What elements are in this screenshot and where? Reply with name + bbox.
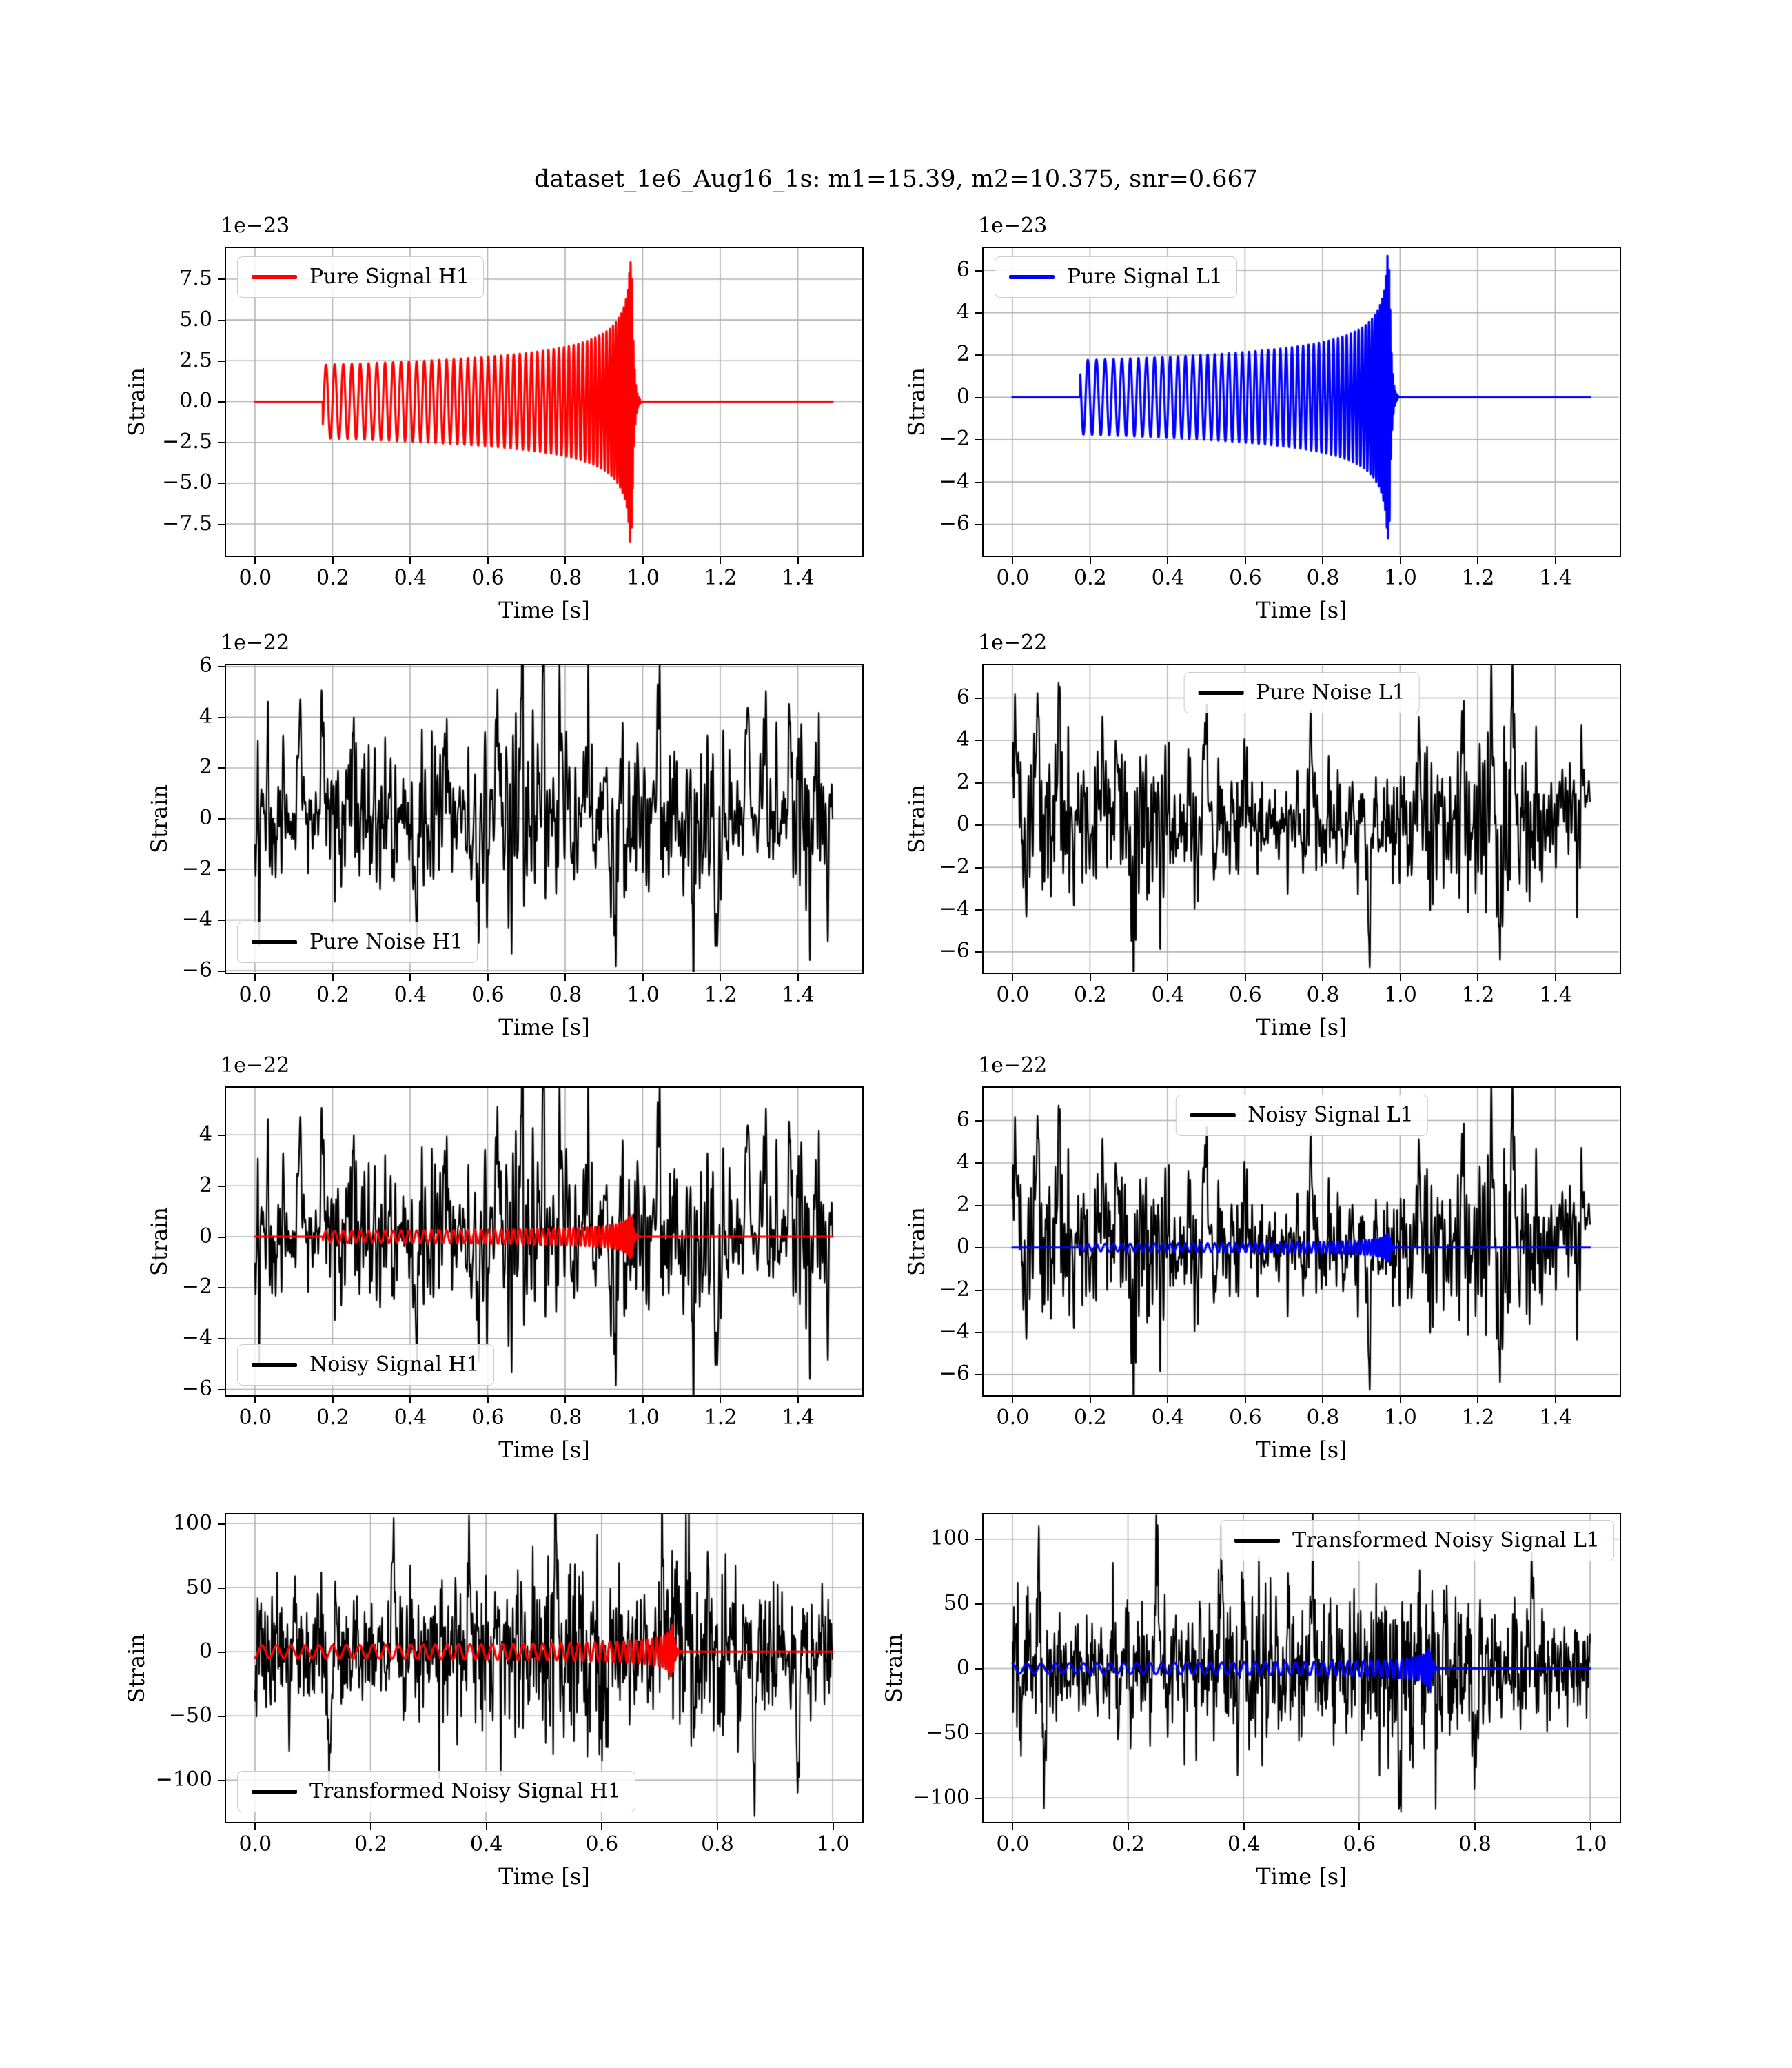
x-tick-label: 0.2 [1074,1406,1107,1430]
y-tick-mark [975,1290,982,1291]
x-tick-label: 1.2 [704,983,737,1007]
x-tick-label: 0.6 [471,566,505,590]
x-tick-label: 1.0 [1574,1832,1607,1856]
legend-label: Noisy Signal H1 [309,1352,480,1377]
y-axis-label: Strain [904,784,930,853]
y-tick-label: 50 [185,1574,212,1599]
x-tick-mark [1358,1823,1360,1830]
y-tick-label: −2 [181,1275,212,1299]
x-tick-mark [409,974,411,981]
y-tick-mark [975,951,982,953]
y-tick-label: 0 [956,1655,970,1680]
x-tick-label: 0.0 [238,566,272,590]
x-tick-label: 0.6 [1229,566,1262,590]
y-tick-mark [975,1798,982,1799]
y-tick-label: −5.0 [162,470,212,495]
x-tick-label: 1.2 [1461,566,1495,590]
y-tick-label: 0 [956,1235,970,1259]
x-tick-mark [1167,557,1168,564]
legend-pure-noise-l1 [1183,672,1420,713]
y-tick-label: −4 [181,907,212,932]
x-tick-label: 0.4 [1151,983,1185,1007]
y-tick-mark [975,824,982,826]
x-tick-label: 0.2 [1074,566,1107,590]
x-tick-label: 0.0 [996,983,1030,1007]
x-tick-label: 0.6 [1343,1832,1376,1856]
x-tick-mark [254,1823,256,1830]
x-tick-mark [409,557,411,564]
x-tick-mark [564,1397,566,1403]
y-tick-label: 6 [956,1108,970,1133]
y-tick-label: −2 [939,1277,970,1301]
x-tick-mark [1012,1823,1013,1830]
axis-offset-text: 1e−22 [221,631,290,655]
x-tick-mark [1555,557,1556,564]
y-tick-mark [218,1135,225,1136]
x-tick-mark [601,1823,602,1830]
x-tick-label: 1.4 [1539,983,1572,1007]
x-tick-label: 1.4 [1539,566,1572,590]
y-tick-label: 4 [198,1122,212,1146]
y-tick-label: 0 [198,806,212,830]
x-tick-label: 1.4 [782,983,815,1007]
x-tick-label: 1.4 [782,1406,815,1430]
legend-noisy-signal-l1 [1175,1095,1427,1136]
x-tick-label: 1.2 [704,1406,737,1430]
x-axis-label: Time [s] [1256,1863,1347,1889]
x-axis-label: Time [s] [498,1014,590,1040]
y-tick-mark [218,1716,225,1717]
x-axis-label: Time [s] [1256,1437,1347,1463]
x-axis-label: Time [s] [1256,597,1347,623]
y-tick-label: 0 [198,1639,212,1663]
y-tick-label: −6 [939,939,970,964]
x-tick-mark [1322,1397,1323,1403]
x-tick-mark [1243,1823,1245,1830]
y-tick-mark [218,401,225,403]
legend-pure-signal-l1 [995,256,1237,298]
x-tick-label: 0.0 [238,983,272,1007]
y-tick-label: −50 [168,1703,212,1727]
x-tick-mark [717,1823,718,1830]
y-tick-mark [218,1523,225,1525]
subplot-noisy-signal-l1 [982,1086,1621,1397]
y-tick-label: −4 [939,469,970,494]
x-tick-mark [1090,974,1091,981]
x-tick-mark [1012,557,1013,564]
y-axis-label: Strain [881,1634,907,1703]
legend-label: Pure Signal L1 [1067,265,1223,289]
x-tick-label: 0.4 [1151,1406,1185,1430]
x-tick-mark [1555,1397,1556,1403]
legend-transformed-noisy-signal-h1 [237,1771,635,1812]
y-tick-label: 0 [198,1224,212,1248]
y-tick-mark [975,1162,982,1164]
subplot-transformed-noisy-signal-h1 [225,1513,864,1823]
x-tick-mark [720,557,721,564]
x-tick-mark [642,1397,644,1403]
subplot-transformed-noisy-signal-l1 [982,1513,1621,1823]
legend-line-sample [1009,275,1055,279]
axis-offset-text: 1e−22 [978,631,1048,655]
y-tick-label: 2 [956,769,970,794]
x-tick-label: 0.2 [1074,983,1107,1007]
x-axis-label: Time [s] [498,1863,590,1889]
y-tick-mark [218,1186,225,1187]
y-tick-label: −6 [181,1377,212,1401]
y-tick-mark [975,1332,982,1333]
x-tick-label: 0.4 [394,566,427,590]
y-tick-label: −4 [181,1326,212,1350]
subplot-pure-signal-h1 [225,247,864,557]
y-tick-mark [975,439,982,440]
axis-offset-text: 1e−23 [978,214,1048,238]
y-axis-label: Strain [146,784,172,853]
x-tick-label: 1.2 [1461,983,1495,1007]
x-tick-mark [564,974,566,981]
y-axis-label: Strain [904,1207,930,1276]
legend-line-sample [252,940,297,944]
x-tick-label: 1.0 [627,1406,660,1430]
y-tick-label: −2 [939,427,970,452]
y-tick-label: −6 [939,511,970,536]
x-tick-label: 0.4 [394,983,427,1007]
y-tick-mark [218,818,225,820]
subplot-noisy-signal-h1 [225,1086,864,1397]
x-tick-mark [1400,974,1401,981]
y-tick-mark [975,782,982,784]
x-tick-mark [720,974,721,981]
x-tick-mark [1477,1397,1478,1403]
y-tick-label: 100 [930,1526,970,1551]
x-tick-mark [1012,974,1013,981]
x-tick-label: 0.8 [1306,566,1340,590]
y-tick-label: −6 [181,957,212,982]
x-axis-label: Time [s] [498,597,590,623]
legend-line-sample [1190,1113,1235,1117]
y-tick-mark [975,270,982,272]
y-axis-label: Strain [146,1207,172,1276]
y-tick-label: 7.5 [179,266,212,291]
y-tick-label: 2 [956,342,970,367]
x-tick-mark [1090,557,1091,564]
legend-label: Pure Noise H1 [309,930,463,954]
x-tick-mark [486,1823,487,1830]
y-tick-mark [218,320,225,321]
y-tick-label: 100 [172,1510,212,1535]
y-tick-label: 4 [956,300,970,325]
x-tick-label: 0.6 [471,983,505,1007]
x-tick-label: 0.6 [1229,983,1262,1007]
x-tick-label: 0.0 [238,1832,272,1856]
legend-pure-signal-h1 [237,256,484,298]
legend-line-sample [1198,691,1243,695]
y-tick-label: −2.5 [162,429,212,454]
y-tick-mark [218,971,225,972]
y-tick-label: 6 [956,257,970,282]
x-tick-mark [1245,557,1246,564]
y-tick-mark [218,869,225,871]
y-tick-label: −6 [939,1361,970,1386]
x-tick-mark [642,557,644,564]
legend-label: Transformed Noisy Signal H1 [309,1779,622,1803]
x-axis-label: Time [s] [498,1437,590,1463]
x-tick-label: 0.2 [1112,1832,1145,1856]
y-tick-label: 6 [956,685,970,710]
x-tick-label: 1.2 [1461,1406,1495,1430]
x-tick-mark [797,557,799,564]
x-tick-mark [642,974,644,981]
axis-offset-text: 1e−23 [221,214,290,238]
x-tick-label: 0.8 [549,566,582,590]
y-tick-mark [218,767,225,769]
x-tick-label: 1.0 [627,566,660,590]
x-tick-label: 0.8 [549,1406,582,1430]
x-tick-mark [1245,974,1246,981]
y-tick-label: 2.5 [179,347,212,372]
x-tick-mark [487,974,489,981]
x-tick-label: 1.0 [1384,1406,1417,1430]
y-tick-label: −2 [181,856,212,881]
legend-noisy-signal-h1 [237,1344,494,1386]
subplot-pure-noise-h1 [225,664,864,974]
y-tick-mark [218,278,225,280]
x-tick-mark [1590,1823,1591,1830]
x-tick-label: 0.8 [1306,1406,1340,1430]
x-tick-mark [1167,974,1168,981]
x-tick-mark [1322,557,1323,564]
y-tick-mark [975,524,982,525]
y-tick-label: 6 [198,653,212,678]
y-tick-label: −100 [913,1785,970,1810]
legend-label: Transformed Noisy Signal L1 [1292,1528,1600,1552]
y-tick-mark [975,867,982,869]
y-tick-mark [975,698,982,699]
x-tick-mark [254,1397,256,1403]
x-tick-mark [254,974,256,981]
y-tick-label: 4 [198,704,212,729]
y-axis-label: Strain [123,367,150,436]
legend-pure-noise-h1 [237,922,478,963]
x-tick-mark [332,974,334,981]
x-tick-label: 0.0 [996,566,1030,590]
legend-line-sample [252,1363,297,1367]
y-tick-mark [975,312,982,314]
y-tick-label: 2 [198,1173,212,1197]
y-tick-label: −100 [155,1767,212,1792]
x-tick-mark [1322,974,1323,981]
y-tick-mark [218,442,225,443]
y-tick-mark [975,397,982,398]
x-tick-mark [720,1397,721,1403]
x-tick-label: 0.0 [996,1832,1030,1856]
x-tick-label: 0.8 [701,1832,734,1856]
x-tick-mark [1400,1397,1401,1403]
y-tick-mark [218,920,225,921]
legend-line-sample [252,1790,297,1794]
y-tick-mark [218,1652,225,1653]
x-tick-mark [409,1397,411,1403]
x-tick-mark [1474,1823,1476,1830]
x-tick-label: 1.0 [1384,566,1417,590]
x-tick-mark [332,557,334,564]
y-tick-mark [975,1247,982,1248]
y-tick-label: −7.5 [162,511,212,536]
x-tick-mark [1477,557,1478,564]
y-tick-mark [218,1588,225,1589]
x-tick-label: 0.0 [238,1406,272,1430]
x-tick-label: 1.2 [704,566,737,590]
y-axis-label: Strain [123,1634,150,1703]
y-tick-mark [975,1205,982,1206]
x-tick-label: 0.8 [1458,1832,1491,1856]
y-tick-mark [218,717,225,718]
axis-offset-text: 1e−22 [978,1053,1048,1077]
x-tick-mark [332,1397,334,1403]
y-tick-mark [218,1338,225,1339]
y-tick-label: −50 [926,1720,970,1745]
x-tick-label: 1.0 [627,983,660,1007]
x-tick-label: 0.8 [549,983,582,1007]
y-tick-mark [975,909,982,911]
x-tick-label: 0.4 [394,1406,427,1430]
y-tick-label: 0 [956,384,970,409]
x-tick-mark [1167,1397,1168,1403]
y-tick-mark [218,483,225,484]
y-tick-mark [218,1237,225,1238]
y-tick-label: −4 [939,1319,970,1344]
y-tick-label: 50 [943,1591,970,1616]
legend-label: Pure Noise L1 [1256,680,1405,704]
y-tick-label: 4 [956,1150,970,1175]
x-tick-label: 0.0 [996,1406,1030,1430]
x-tick-label: 0.6 [585,1832,619,1856]
legend-transformed-noisy-signal-l1 [1220,1520,1614,1561]
y-tick-mark [975,1603,982,1605]
x-tick-mark [1012,1397,1013,1403]
x-tick-mark [1400,557,1401,564]
x-tick-mark [1555,974,1556,981]
x-tick-label: 1.0 [816,1832,850,1856]
y-tick-label: −2 [939,854,970,879]
x-tick-label: 0.4 [1227,1832,1261,1856]
subplot-pure-signal-l1 [982,247,1621,557]
axis-offset-text: 1e−22 [221,1053,290,1077]
x-tick-label: 0.4 [1151,566,1185,590]
y-tick-mark [218,1287,225,1288]
y-axis-label: Strain [904,367,930,436]
legend-line-sample [252,275,297,279]
y-tick-mark [218,524,225,525]
x-tick-mark [1477,974,1478,981]
x-tick-mark [1245,1397,1246,1403]
y-tick-label: 0.0 [179,389,212,413]
x-tick-label: 0.6 [471,1406,505,1430]
x-tick-label: 0.4 [469,1832,503,1856]
y-tick-mark [975,1668,982,1670]
y-tick-label: −4 [939,896,970,921]
x-tick-mark [254,557,256,564]
y-tick-label: 2 [198,755,212,780]
x-tick-mark [370,1823,371,1830]
x-tick-mark [833,1823,834,1830]
x-tick-label: 0.8 [1306,983,1340,1007]
x-tick-label: 0.2 [316,1406,349,1430]
x-tick-label: 1.4 [782,566,815,590]
y-tick-label: 4 [956,727,970,752]
figure-title: dataset_1e6_Aug16_1s: m1=15.39, m2=10.375, snr=0.667 [533,165,1259,193]
legend-label: Pure Signal H1 [309,265,470,289]
y-tick-label: 2 [956,1192,970,1217]
x-tick-label: 0.2 [316,983,349,1007]
x-tick-label: 1.4 [1539,1406,1572,1430]
y-tick-mark [975,1733,982,1734]
legend-label: Noisy Signal L1 [1248,1103,1414,1127]
y-tick-mark [975,1120,982,1122]
y-tick-mark [975,1374,982,1375]
x-tick-mark [1128,1823,1129,1830]
y-tick-mark [975,354,982,356]
x-tick-label: 1.0 [1384,983,1417,1007]
x-tick-label: 0.2 [354,1832,387,1856]
x-tick-mark [1090,1397,1091,1403]
y-tick-mark [218,1780,225,1781]
x-axis-label: Time [s] [1256,1014,1347,1040]
x-tick-mark [487,1397,489,1403]
y-tick-mark [975,482,982,483]
subplot-pure-noise-l1 [982,664,1621,974]
x-tick-mark [564,557,566,564]
y-tick-mark [218,1389,225,1390]
legend-line-sample [1234,1539,1280,1543]
x-tick-mark [797,974,799,981]
y-tick-mark [218,361,225,362]
y-tick-mark [218,666,225,667]
x-tick-label: 0.2 [316,566,349,590]
y-tick-label: 5.0 [179,307,212,332]
x-tick-mark [487,557,489,564]
x-tick-label: 0.6 [1229,1406,1262,1430]
y-tick-label: 0 [956,812,970,837]
y-tick-mark [975,1539,982,1540]
y-tick-mark [975,740,982,741]
x-tick-mark [797,1397,799,1403]
